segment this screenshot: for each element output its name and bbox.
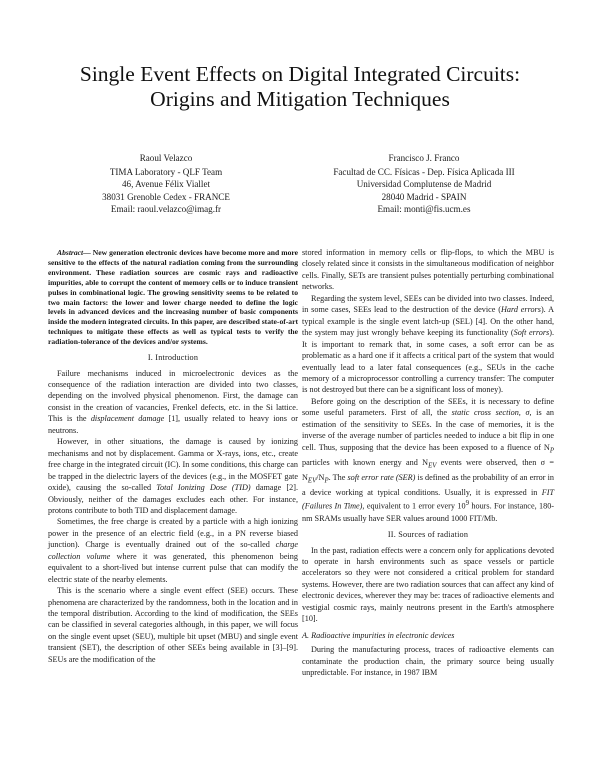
paragraph: stored information in memory cells or flip-flops, to which the MBU is closely related since it consists in the simultaneous modification of neighbor cells. Finally, SETs are transient pulses potentially perturbing combinational networks. [302, 248, 554, 292]
paragraph: Failure mechanisms induced in microelectronic devices as the consequence of the radiation interaction are divided into two classes, depending on the involved physical phenomenon. First, the damage can consist in the creation of vacancies, Frenkel defects, etc. in the Si lattice. This is the displacement damage [1], usually related to heavy ions or neutrons. [48, 368, 298, 435]
paragraph: In the past, radiation effects were a concern only for applications devoted to operate in harsh environments such as space vessels or particle accelerators so they were not considered a critical problem for standard systems. However, there are two radiation sources that can affect any kind of electronic devices, wherever they may be: traces of radioactive elements and vestigial cosmic rays, mainly neutrons present in the Earth's atmosphere [10]. [302, 545, 554, 624]
subsection-heading: A. Radioactive impurities in electronic devices [302, 630, 455, 640]
abstract [48, 248, 298, 347]
title-line-2: Origins and Mitigation Techniques [150, 87, 450, 111]
title-line-1: Single Event Effects on Digital Integrated Circuits: [79, 62, 521, 86]
paragraph: This is the scenario where a single event effect (SEE) occurs. These phenomena are characterized by the randomness, both in the location and in the temporal distribution. According to the kind of modification, the SEEs can be classified in several categories although, in this paper, we will focus on the single event upset (SEU), multiple bit upset (MBU) and single event transient (SET), the description of other SEEs being available in [3]–[9]. SEUs are the modification of the [48, 586, 298, 664]
abstract-text: — New generation electronic devices have become more and more sensitive to the effects of the natural radiation coming from the surrounding environment. These radiation sources are cosmic rays and radioactive impurities, able to corrupt the content of memory cells or to induce transient pulses in combinational logic. The growing sensitivity seems to be related to two main factors: the lower and lower charge needed to define the logic levels in advanced devices and the increasing number of basic components inside the modern integrated circuits. In this paper, are described state-of-art techniques to mitigate these effects as well as typical tests to verify the radiation-tolerance of the devices and/or systems. [48, 248, 298, 347]
section-heading-sources: II. Sources of radiation [387, 530, 469, 540]
author-street: 46, Avenue Félix Viallet [121, 179, 211, 190]
abstract-label: Abstract [57, 248, 84, 257]
author-affiliation: Facultad de CC. Físicas - Dep. Física Aplicada III [333, 167, 515, 178]
paragraph: Regarding the system level, SEEs can be divided into two classes. Indeed, in some cases, SEEs lead to the destruction of the device (Hard errors). A typical example is the single event latch-up (SEL) [4]. On the other hand, the system may just wrongly behave keeping its functionality (Soft errors). It is important to remark that, in some cases, a soft error can be as problematic as a hard one if it affects a critical part of the system that would eventually lead to a later fatal consequences (e.g., SEUs in the cache memory of a microprocessor controlling a currency transfer: The computer is not destroyed but there can be a significant loss of money). [302, 293, 554, 395]
author-email: Email: monti@fis.ucm.es [377, 203, 471, 214]
paper-title [20, 62, 580, 112]
author-email: Email: raoul.velazco@imag.fr [110, 203, 222, 214]
author-name: Raoul Velazco [139, 153, 193, 163]
author-affiliation: TIMA Laboratory - QLF Team [109, 167, 223, 178]
author-city: 38031 Grenoble Cedex - FRANCE [102, 191, 230, 202]
right-column [302, 247, 554, 679]
section-heading-introduction: I. Introduction [147, 353, 199, 363]
author-name: Francisco J. Franco [388, 153, 460, 163]
paragraph: However, in other situations, the damage is caused by ionizing mechanisms and not by displacement. Gamma or X-rays, ions, etc., create free charge in the integrated circuit (IC). In some conditions, this charge can be trapped in the dielectric layers of the devices (e.g., in the MOSFET gate oxide), causing the so-called Total Ionizing Dose (TID) damage [2]. Obviously, neither of the damages excludes each other. For instance, protons contribute to both TID and displacement damage. [48, 437, 298, 515]
left-column [48, 248, 298, 665]
author-block-2 [318, 152, 530, 215]
author-block-1 [60, 152, 272, 215]
author-street: Universidad Complutense de Madrid [356, 179, 492, 190]
paragraph: Sometimes, the free charge is created by a particle with a high ionizing power in the presence of an electric field (e.g., in a PN reverse biased junction). Charge is eventually drained out of the so-called charge collection volume where it was generated, this phenomenon being equivalent to a short-lived but intense current pulse that can modify the electric state of the nearby elements. [48, 517, 298, 584]
paragraph: Before going on the description of the SEEs, it is necessary to define some useful parameters. First of all, the static cross section, σ, is an estimation of the sensitivity to SEEs. In the case of memories, it is the inverse of the average number of particles needed to induce a bit flip in one cell. Thus, supposing that the device has been exposed to a fluence of $N_P$ particles with known energy and $N_{EV}$ events were observed, then $\sigma = N_{EV}/N_P$. The soft error rate (SER) is defined as the probability of an error in a device working at typical conditions. Usually, it is expressed in FIT (Failures In Time), equivalent to 1 error every $10^9$ hours. For instance, 180-nm SRAMs usually have SER values around 1000 FIT/Mb. [302, 396, 555, 523]
paragraph: During the manufacturing process, traces of radioactive elements can contaminate the production chain, the primary source being usually unpredictable. For instance, in 1987 IBM [302, 645, 554, 678]
author-city: 28040 Madrid - SPAIN [381, 191, 467, 202]
